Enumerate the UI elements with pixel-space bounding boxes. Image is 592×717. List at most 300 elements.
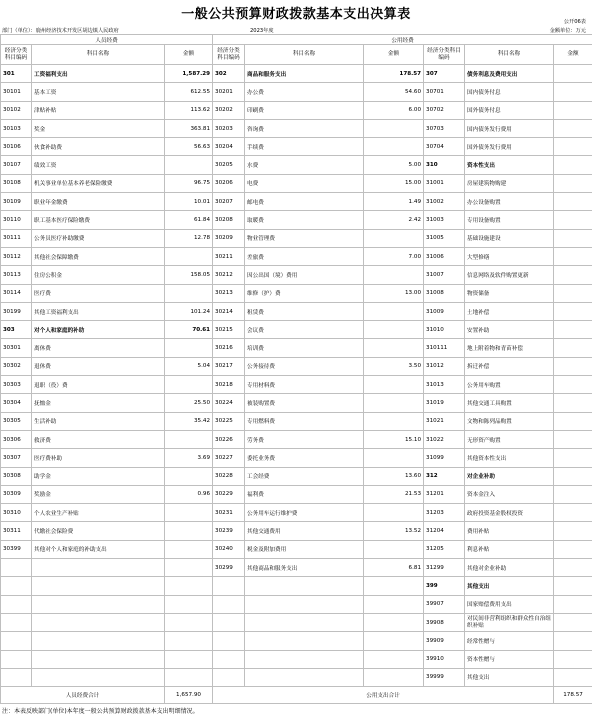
table-row xyxy=(1,266,592,284)
amount-cell xyxy=(554,83,592,101)
economic-code xyxy=(1,668,32,686)
economic-code: 30304 xyxy=(1,394,32,412)
economic-code: 30305 xyxy=(1,412,32,430)
amount-cell xyxy=(165,247,213,265)
subject-name: 资本性赠与 xyxy=(465,650,554,668)
economic-code: 30208 xyxy=(213,211,245,229)
economic-code: 30299 xyxy=(213,559,245,577)
amount-cell xyxy=(165,504,213,522)
amount-cell xyxy=(165,668,213,686)
economic-code: 30203 xyxy=(213,119,245,137)
amount-cell xyxy=(364,540,424,558)
economic-code: 31299 xyxy=(424,559,465,577)
subject-name: 机关事业单位基本养老保险缴费 xyxy=(32,174,165,192)
col-header-name: 科目名称 xyxy=(465,45,554,65)
amount-cell xyxy=(554,266,592,284)
table-row xyxy=(1,577,592,595)
economic-code: 31022 xyxy=(424,430,465,448)
subject-name: 绩效工资 xyxy=(32,156,165,174)
subject-name: 经常性赠与 xyxy=(465,632,554,650)
subject-name: 租赁费 xyxy=(245,302,364,320)
economic-code: 30212 xyxy=(213,266,245,284)
amount-cell: 56.63 xyxy=(165,138,213,156)
amount-cell: 61.84 xyxy=(165,211,213,229)
amount-cell xyxy=(554,339,592,357)
col-header-name: 科目名称 xyxy=(245,45,364,65)
amount-cell xyxy=(554,485,592,503)
subject-name: 商品和服务支出 xyxy=(245,65,364,83)
economic-code: 30240 xyxy=(213,540,245,558)
economic-code: 30217 xyxy=(213,357,245,375)
subject-name: 委托业务费 xyxy=(245,449,364,467)
amount-cell xyxy=(165,467,213,485)
subject-name: 其他交通费用 xyxy=(245,522,364,540)
economic-code xyxy=(213,650,245,668)
amount-cell xyxy=(554,174,592,192)
economic-code xyxy=(1,632,32,650)
economic-code: 30207 xyxy=(213,193,245,211)
economic-code: 39910 xyxy=(424,650,465,668)
economic-code: 31204 xyxy=(424,522,465,540)
amount-cell xyxy=(364,577,424,595)
economic-code: 30303 xyxy=(1,376,32,394)
footnote: 注：本表反映部门(单位)本年度一般公共预算财政拨款基本支出明细情况。 xyxy=(2,708,199,715)
subject-name: 伙食补助费 xyxy=(32,138,165,156)
amount-cell: 1,587.29 xyxy=(165,65,213,83)
subject-name: 税金及附加费用 xyxy=(245,540,364,558)
economic-code xyxy=(1,559,32,577)
subject-name: 电费 xyxy=(245,174,364,192)
economic-code: 31203 xyxy=(424,504,465,522)
public-total-value: 178.57 xyxy=(554,687,592,704)
amount-cell xyxy=(364,595,424,613)
subject-name: 奖金 xyxy=(32,119,165,137)
amount-cell xyxy=(165,156,213,174)
economic-code: 30102 xyxy=(1,101,32,119)
subject-name: 国家赔偿费用支出 xyxy=(465,595,554,613)
economic-code: 30209 xyxy=(213,229,245,247)
economic-code: 30113 xyxy=(1,266,32,284)
amount-cell: 5.04 xyxy=(165,357,213,375)
economic-code: 30206 xyxy=(213,174,245,192)
amount-cell: 13.60 xyxy=(364,467,424,485)
amount-cell: 1.49 xyxy=(364,193,424,211)
subject-name: 安置补助 xyxy=(465,321,554,339)
subject-name: 债务利息及费用支出 xyxy=(465,65,554,83)
subject-name: 水费 xyxy=(245,156,364,174)
table-row xyxy=(1,613,592,631)
economic-code: 31006 xyxy=(424,247,465,265)
personnel-section-label: 人员经费 xyxy=(1,35,213,45)
amount-cell xyxy=(554,559,592,577)
economic-code: 30213 xyxy=(213,284,245,302)
economic-code: 31021 xyxy=(424,412,465,430)
subject-name: 大型修缮 xyxy=(465,247,554,265)
subject-name: 工资福利支出 xyxy=(32,65,165,83)
amount-cell: 6.81 xyxy=(364,559,424,577)
table-row xyxy=(1,504,592,522)
table-row xyxy=(1,540,592,558)
subject-name: 奖励金 xyxy=(32,485,165,503)
economic-code: 30211 xyxy=(213,247,245,265)
table-row xyxy=(1,412,592,430)
personnel-total-label: 人员经费合计 xyxy=(1,687,165,704)
subject-name: 对个人和家庭的补助 xyxy=(32,321,165,339)
amount-cell: 612.55 xyxy=(165,83,213,101)
economic-code: 30204 xyxy=(213,138,245,156)
economic-code xyxy=(1,595,32,613)
section-header-row xyxy=(1,35,592,45)
table-row xyxy=(1,193,592,211)
table-row xyxy=(1,156,592,174)
amount-cell xyxy=(554,394,592,412)
table-row xyxy=(1,229,592,247)
subject-name: 国内债务发行费用 xyxy=(465,119,554,137)
amount-cell xyxy=(364,376,424,394)
subject-name: 基础设施建设 xyxy=(465,229,554,247)
amount-cell: 70.61 xyxy=(165,321,213,339)
economic-code: 30231 xyxy=(213,504,245,522)
economic-code: 30199 xyxy=(1,302,32,320)
amount-cell xyxy=(554,632,592,650)
economic-code: 39999 xyxy=(424,668,465,686)
economic-code xyxy=(213,577,245,595)
amount-cell xyxy=(554,449,592,467)
table-row xyxy=(1,321,592,339)
col-header-code: 经济分类科目编码 xyxy=(213,45,245,65)
economic-code xyxy=(213,595,245,613)
subject-name: 咨询费 xyxy=(245,119,364,137)
subject-name: 工会经费 xyxy=(245,467,364,485)
amount-cell xyxy=(554,540,592,558)
economic-code: 307 xyxy=(424,65,465,83)
subject-name: 救济费 xyxy=(32,430,165,448)
amount-cell xyxy=(554,101,592,119)
economic-code: 30201 xyxy=(213,83,245,101)
department-line: 部门（单位）：鹿州经济技术开发区胡边镇人民政府 xyxy=(2,28,119,34)
subject-name: 个人农业生产补贴 xyxy=(32,504,165,522)
economic-code: 30101 xyxy=(1,83,32,101)
amount-cell xyxy=(165,632,213,650)
economic-code: 31019 xyxy=(424,394,465,412)
subject-name: 退职（役）费 xyxy=(32,376,165,394)
subject-name: 房屋建筑物购建 xyxy=(465,174,554,192)
economic-code xyxy=(1,613,32,631)
public-total-label: 公用支出合计 xyxy=(213,687,554,704)
subject-name: 其他资本性支出 xyxy=(465,449,554,467)
table-row xyxy=(1,339,592,357)
amount-cell xyxy=(364,632,424,650)
economic-code: 30202 xyxy=(213,101,245,119)
table-row xyxy=(1,668,592,686)
economic-code: 30702 xyxy=(424,101,465,119)
economic-code: 31003 xyxy=(424,211,465,229)
economic-code: 31005 xyxy=(424,229,465,247)
col-header-amount: 金额 xyxy=(554,45,592,65)
subject-name xyxy=(245,650,364,668)
amount-cell xyxy=(165,559,213,577)
table-row xyxy=(1,302,592,320)
amount-cell xyxy=(554,321,592,339)
amount-cell xyxy=(554,504,592,522)
amount-cell: 363.81 xyxy=(165,119,213,137)
amount-cell xyxy=(554,229,592,247)
amount-cell xyxy=(554,156,592,174)
subject-name: 公务员医疗补助缴费 xyxy=(32,229,165,247)
subject-name xyxy=(245,577,364,595)
subject-name xyxy=(32,559,165,577)
amount-cell xyxy=(554,595,592,613)
amount-cell: 10.01 xyxy=(165,193,213,211)
subject-name: 邮电费 xyxy=(245,193,364,211)
economic-code: 30114 xyxy=(1,284,32,302)
table-row xyxy=(1,284,592,302)
economic-code: 31205 xyxy=(424,540,465,558)
economic-code: 30214 xyxy=(213,302,245,320)
fiscal-year: 2023年度 xyxy=(250,28,274,34)
subject-name: 被装购置费 xyxy=(245,394,364,412)
subject-name: 拆迁补偿 xyxy=(465,357,554,375)
economic-code: 30302 xyxy=(1,357,32,375)
economic-code: 31010 xyxy=(424,321,465,339)
table-row xyxy=(1,522,592,540)
amount-cell xyxy=(554,284,592,302)
table-row xyxy=(1,650,592,668)
subject-name: 医疗费 xyxy=(32,284,165,302)
amount-cell xyxy=(554,138,592,156)
table-row xyxy=(1,101,592,119)
economic-code: 30226 xyxy=(213,430,245,448)
amount-cell xyxy=(364,339,424,357)
economic-code: 30239 xyxy=(213,522,245,540)
subject-name: 抚恤金 xyxy=(32,394,165,412)
subject-name: 差旅费 xyxy=(245,247,364,265)
subject-name: 公务用车运行维护费 xyxy=(245,504,364,522)
economic-code: 30224 xyxy=(213,394,245,412)
table-row xyxy=(1,595,592,613)
amount-cell xyxy=(554,193,592,211)
subject-name: 职业年金缴费 xyxy=(32,193,165,211)
economic-code: 31099 xyxy=(424,449,465,467)
subject-name: 生活补助 xyxy=(32,412,165,430)
amount-cell: 96.75 xyxy=(165,174,213,192)
form-number: 公开06表 xyxy=(563,19,586,25)
col-header-amount: 金额 xyxy=(165,45,213,65)
subject-name: 其他商品和服务支出 xyxy=(245,559,364,577)
amount-unit: 金额单位：万元 xyxy=(549,28,586,34)
table-row xyxy=(1,394,592,412)
amount-cell: 21.53 xyxy=(364,485,424,503)
amount-cell xyxy=(165,613,213,631)
subject-name: 利息补贴 xyxy=(465,540,554,558)
table-row xyxy=(1,467,592,485)
subject-name: 助学金 xyxy=(32,467,165,485)
col-header-amount: 金额 xyxy=(364,45,424,65)
economic-code: 30227 xyxy=(213,449,245,467)
economic-code: 30111 xyxy=(1,229,32,247)
amount-cell xyxy=(554,412,592,430)
subject-name: 国外债务付息 xyxy=(465,101,554,119)
amount-cell xyxy=(364,302,424,320)
amount-cell xyxy=(554,467,592,485)
economic-code: 30110 xyxy=(1,211,32,229)
amount-cell xyxy=(554,376,592,394)
subject-name: 地上附着物和青苗补偿 xyxy=(465,339,554,357)
economic-code: 31001 xyxy=(424,174,465,192)
subject-name: 劳务费 xyxy=(245,430,364,448)
col-header-name: 科目名称 xyxy=(32,45,165,65)
economic-code: 30112 xyxy=(1,247,32,265)
subject-name: 其他对个人和家庭的补助支出 xyxy=(32,540,165,558)
economic-code: 310 xyxy=(424,156,465,174)
economic-code: 30307 xyxy=(1,449,32,467)
subject-name: 物资储备 xyxy=(465,284,554,302)
amount-cell: 25.50 xyxy=(165,394,213,412)
table-row xyxy=(1,83,592,101)
subject-name: 职工基本医疗保险缴费 xyxy=(32,211,165,229)
amount-cell xyxy=(364,504,424,522)
amount-cell xyxy=(364,394,424,412)
subject-name: 公务用车购置 xyxy=(465,376,554,394)
economic-code: 30215 xyxy=(213,321,245,339)
subject-name xyxy=(32,595,165,613)
amount-cell xyxy=(165,376,213,394)
subject-name: 印刷费 xyxy=(245,101,364,119)
amount-cell xyxy=(165,430,213,448)
economic-code: 30229 xyxy=(213,485,245,503)
economic-code: 301 xyxy=(1,65,32,83)
subject-name: 国外债务发行费用 xyxy=(465,138,554,156)
amount-cell xyxy=(554,650,592,668)
economic-code: 30107 xyxy=(1,156,32,174)
amount-cell: 0.96 xyxy=(165,485,213,503)
economic-code: 30108 xyxy=(1,174,32,192)
subject-name: 对企业补助 xyxy=(465,467,554,485)
amount-cell xyxy=(364,613,424,631)
amount-cell xyxy=(364,229,424,247)
subject-name: 专用燃料费 xyxy=(245,412,364,430)
amount-cell xyxy=(554,577,592,595)
subject-name: 其他交通工具购置 xyxy=(465,394,554,412)
subject-name xyxy=(32,613,165,631)
subject-name: 资本金注入 xyxy=(465,485,554,503)
subject-name: 基本工资 xyxy=(32,83,165,101)
economic-code: 31201 xyxy=(424,485,465,503)
amount-cell: 54.60 xyxy=(364,83,424,101)
amount-cell xyxy=(554,119,592,137)
subject-name: 文物和陈列品购置 xyxy=(465,412,554,430)
subject-name xyxy=(245,668,364,686)
economic-code xyxy=(213,668,245,686)
amount-cell: 15.10 xyxy=(364,430,424,448)
economic-code: 30308 xyxy=(1,467,32,485)
subject-name: 住房公积金 xyxy=(32,266,165,284)
table-row xyxy=(1,65,592,83)
amount-cell xyxy=(165,339,213,357)
subject-name: 办公设备购置 xyxy=(465,193,554,211)
subject-name: 代缴社会保险费 xyxy=(32,522,165,540)
economic-code xyxy=(213,632,245,650)
table-row xyxy=(1,211,592,229)
amount-cell xyxy=(364,321,424,339)
subject-name: 医疗费补助 xyxy=(32,449,165,467)
table-row xyxy=(1,174,592,192)
public-section-label: 公用经费 xyxy=(213,35,592,45)
col-header-code: 经济分类科目编码 xyxy=(1,45,32,65)
subject-name: 维修（护）费 xyxy=(245,284,364,302)
subject-name: 无形资产购置 xyxy=(465,430,554,448)
amount-cell: 113.62 xyxy=(165,101,213,119)
subject-name xyxy=(32,650,165,668)
amount-cell xyxy=(554,357,592,375)
amount-cell xyxy=(364,266,424,284)
economic-code: 39907 xyxy=(424,595,465,613)
amount-cell: 178.57 xyxy=(364,65,424,83)
subject-name: 其他工资福利支出 xyxy=(32,302,165,320)
subject-name: 对民间非营利组织和群众性自治组织补贴 xyxy=(465,613,554,631)
economic-code: 303 xyxy=(1,321,32,339)
amount-cell: 13.52 xyxy=(364,522,424,540)
subject-name: 国内债务付息 xyxy=(465,83,554,101)
totals-row xyxy=(1,687,592,704)
subject-name: 专用材料费 xyxy=(245,376,364,394)
amount-cell: 12.78 xyxy=(165,229,213,247)
economic-code: 39909 xyxy=(424,632,465,650)
economic-code: 31008 xyxy=(424,284,465,302)
table-row xyxy=(1,485,592,503)
amount-cell xyxy=(364,668,424,686)
economic-code: 30306 xyxy=(1,430,32,448)
amount-cell xyxy=(554,65,592,83)
amount-cell xyxy=(364,138,424,156)
subject-name xyxy=(245,632,364,650)
amount-cell xyxy=(554,613,592,631)
economic-code xyxy=(1,577,32,595)
economic-code: 31012 xyxy=(424,357,465,375)
amount-cell xyxy=(364,449,424,467)
amount-cell xyxy=(165,650,213,668)
subject-name: 信息网络及软件购置更新 xyxy=(465,266,554,284)
amount-cell: 2.42 xyxy=(364,211,424,229)
subject-name: 其他社会保障缴费 xyxy=(32,247,165,265)
amount-cell: 5.00 xyxy=(364,156,424,174)
subject-name: 公务接待费 xyxy=(245,357,364,375)
amount-cell: 13.00 xyxy=(364,284,424,302)
subject-name: 专用设备购置 xyxy=(465,211,554,229)
economic-code: 30103 xyxy=(1,119,32,137)
economic-code: 30309 xyxy=(1,485,32,503)
amount-cell xyxy=(165,595,213,613)
amount-cell xyxy=(554,522,592,540)
amount-cell xyxy=(554,247,592,265)
economic-code: 30205 xyxy=(213,156,245,174)
economic-code: 30311 xyxy=(1,522,32,540)
amount-cell: 35.42 xyxy=(165,412,213,430)
economic-code: 30310 xyxy=(1,504,32,522)
subject-name xyxy=(245,613,364,631)
table-row xyxy=(1,119,592,137)
amount-cell: 158.05 xyxy=(165,266,213,284)
subject-name xyxy=(245,595,364,613)
economic-code: 302 xyxy=(213,65,245,83)
economic-code: 399 xyxy=(424,577,465,595)
subject-name: 政府投资基金股权投资 xyxy=(465,504,554,522)
economic-code: 310111 xyxy=(424,339,465,357)
economic-code: 31002 xyxy=(424,193,465,211)
economic-code: 30228 xyxy=(213,467,245,485)
expenditure-table xyxy=(0,34,592,704)
table-row xyxy=(1,430,592,448)
